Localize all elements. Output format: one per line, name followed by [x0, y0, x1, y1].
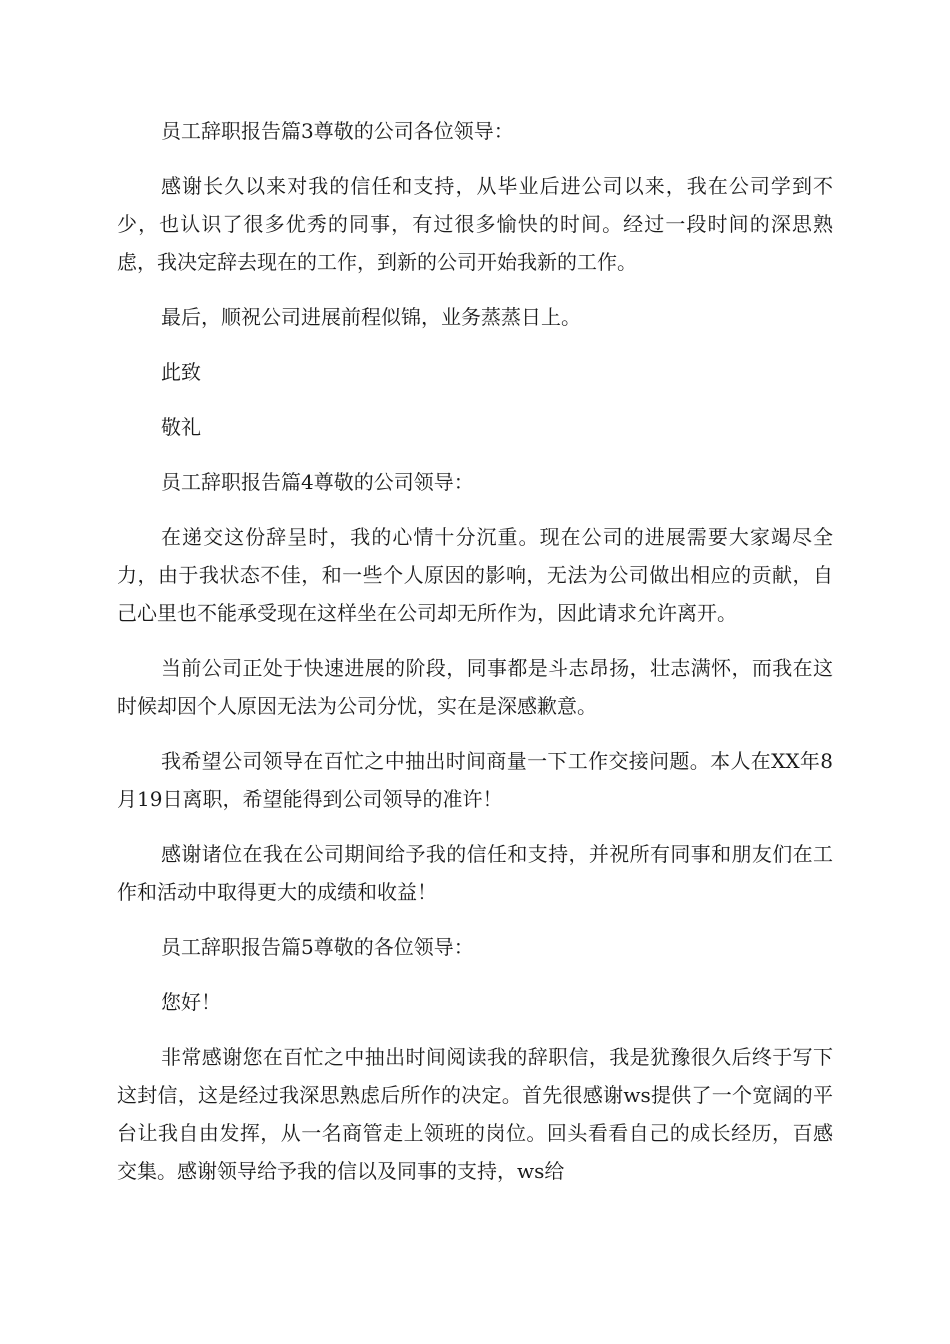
heading-report-5: 员工辞职报告篇5尊敬的各位领导： — [161, 935, 474, 959]
paragraph-gratitude: 感谢诸位在我在公司期间给予我的信任和支持，并祝所有同事和朋友们在工作和活动中取得更大的成绩和收益！ — [117, 842, 833, 904]
heading-report-3: 员工辞职报告篇3尊敬的公司各位领导： — [161, 119, 514, 143]
paragraph-resignation-reason: 在递交这份辞呈时，我的心情十分沉重。现在公司的进展需要大家竭尽全力，由于我状态不佳，和一些个人原因的影响，无法为公司做出相应的贡献，自己心里也不能承受现在这样坐在公司却无所作为，因此请求允许离开。 — [117, 525, 833, 625]
closing-cizhi: 此致 — [161, 360, 201, 384]
paragraph-handover: 我希望公司领导在百忙之中抽出时间商量一下工作交接问题。本人在XX年8月19日离职，希望能得到公司领导的准许！ — [117, 749, 833, 811]
paragraph-thanks: 感谢长久以来对我的信任和支持，从毕业后进公司以来，我在公司学到不少，也认识了很多优秀的同事，有过很多愉快的时间。经过一段时间的深思熟虑，我决定辞去现在的工作，到新的公司开始我新的工作。 — [117, 174, 833, 274]
paragraph-letter-body: 非常感谢您在百忙之中抽出时间阅读我的辞职信，我是犹豫很久后终于写下这封信，这是经过我深思熟虑后所作的决定。首先很感谢ws提供了一个宽阔的平台让我自由发挥，从一名商管走上领班的岗位。回头看看自己的成长经历，百感交集。感谢领导给予我的信以及同事的支持，ws给 — [117, 1045, 833, 1183]
closing-jingli: 敬礼 — [161, 415, 201, 439]
document-page — [117, 112, 833, 1207]
paragraph-closing-wish: 最后，顺祝公司进展前程似锦，业务蒸蒸日上。 — [161, 305, 581, 329]
paragraph-company-stage: 当前公司正处于快速进展的阶段，同事都是斗志昂扬，壮志满怀，而我在这时候却因个人原因无法为公司分忧，实在是深感歉意。 — [117, 656, 833, 718]
greeting: 您好！ — [161, 990, 221, 1014]
heading-report-4: 员工辞职报告篇4尊敬的公司领导： — [161, 470, 474, 494]
